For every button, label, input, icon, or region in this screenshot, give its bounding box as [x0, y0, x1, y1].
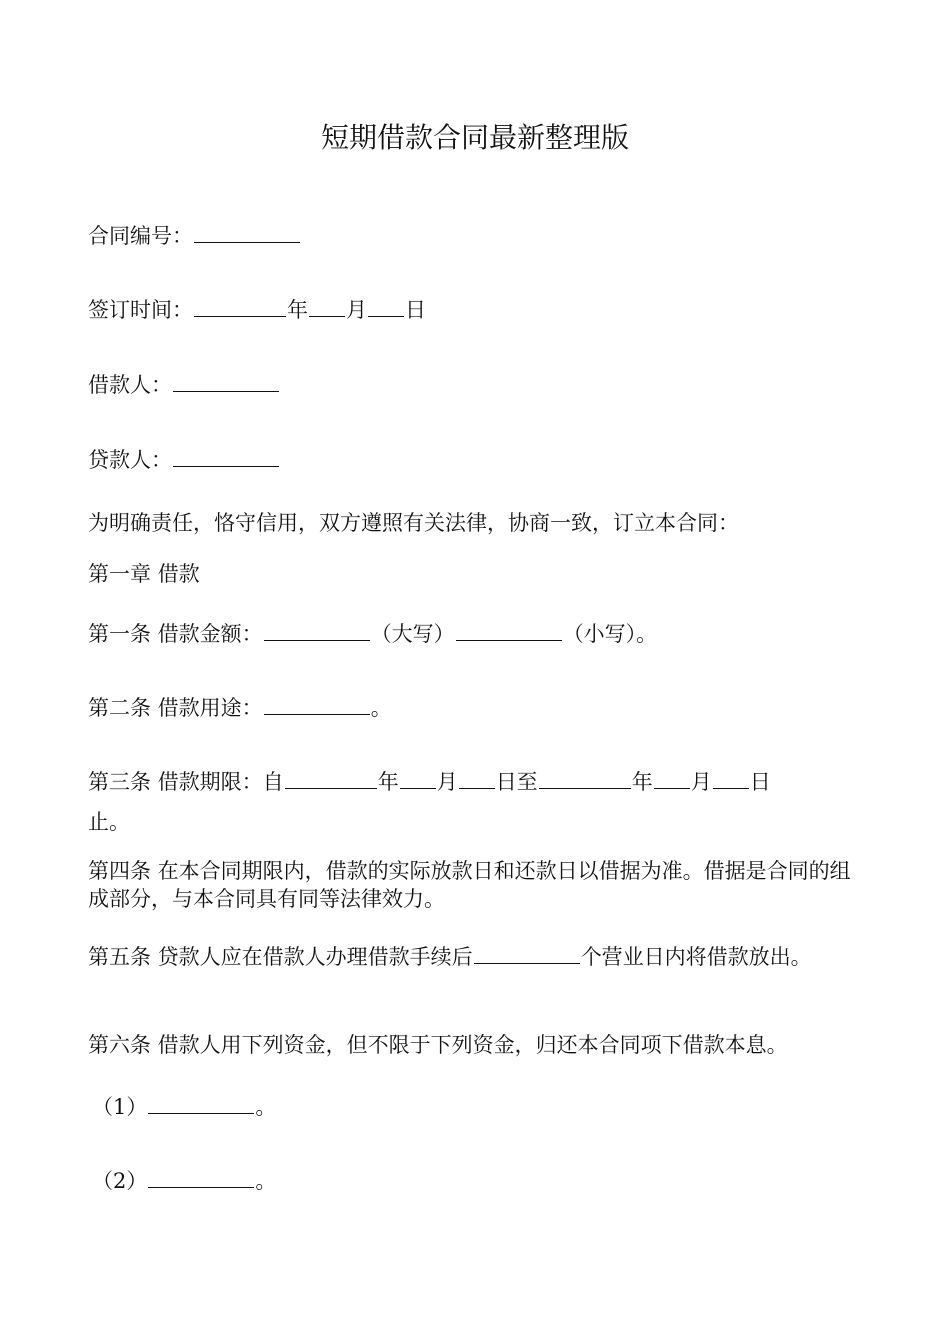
- start-day-blank: [459, 768, 495, 789]
- end-month-label: 月: [690, 770, 712, 794]
- lender-line: [88, 446, 878, 474]
- contract-number-line: [88, 222, 878, 250]
- borrower-label: 借款人：: [88, 373, 172, 397]
- amount-upper-blank: [264, 620, 370, 641]
- start-month-label: 月: [436, 770, 458, 794]
- article-six: 第六条 借款人用下列资金，但不限于下列资金，归还本合同项下借款本息。: [88, 1033, 788, 1057]
- sign-month-blank: [309, 296, 345, 317]
- article-five-suffix: 个营业日内将借款放出。: [580, 945, 812, 969]
- item-2-blank: [148, 1167, 254, 1188]
- borrower-blank: [173, 371, 279, 392]
- item-2-suffix: 。: [255, 1169, 277, 1193]
- borrower-line: [88, 371, 878, 399]
- end-month-blank: [654, 768, 690, 789]
- day-label: 日: [405, 298, 426, 322]
- document-title: 短期借款合同最新整理版: [320, 121, 629, 154]
- lender-blank: [173, 446, 279, 467]
- month-label: 月: [346, 298, 367, 322]
- start-year-blank: [285, 768, 377, 789]
- repayment-item-1: [92, 1093, 882, 1121]
- article-two-prefix: 第二条 借款用途：: [88, 696, 263, 720]
- start-month-blank: [400, 768, 436, 789]
- lender-label: 贷款人：: [88, 448, 172, 472]
- sign-day-blank: [368, 296, 404, 317]
- sign-time-label: 签订时间：: [88, 298, 193, 322]
- article-three-end: 止。: [88, 810, 130, 834]
- business-days-blank: [474, 943, 580, 964]
- sign-year-blank: [194, 296, 286, 317]
- end-year-blank: [539, 768, 631, 789]
- end-day-label: 日: [749, 770, 771, 794]
- article-two-suffix: 。: [370, 696, 392, 720]
- article-one-prefix: 第一条 借款金额：: [88, 622, 263, 646]
- article-five-prefix: 第五条 贷款人应在借款人办理借款手续后: [88, 945, 473, 969]
- article-two: [88, 694, 878, 722]
- amount-lower-label: （小写）。: [562, 622, 658, 646]
- repayment-item-2: [92, 1167, 882, 1195]
- amount-upper-label: （大写）: [370, 622, 455, 646]
- contract-number-label: 合同编号：: [88, 224, 193, 248]
- article-one: [88, 620, 878, 648]
- sign-time-line: [88, 296, 878, 324]
- start-day-to-label: 日至: [495, 770, 538, 794]
- article-five: [88, 935, 868, 979]
- contract-number-blank: [194, 222, 300, 243]
- article-three: [88, 768, 878, 796]
- preamble: 为明确责任，恪守信用，双方遵照有关法律，协商一致，订立本合同：: [88, 511, 739, 535]
- item-1-suffix: 。: [255, 1095, 277, 1119]
- item-2-prefix: （2）: [92, 1169, 148, 1193]
- article-four: 第四条 在本合同期限内，借款的实际放款日和还款日以借据为准。借据是合同的组成部分，与本合同具有同等法律效力。: [88, 859, 851, 911]
- end-day-blank: [713, 768, 749, 789]
- item-1-prefix: （1）: [92, 1095, 148, 1119]
- article-three-prefix: 第三条 借款期限：自: [88, 770, 284, 794]
- item-1-blank: [148, 1093, 254, 1114]
- chapter-one-heading: 第一章 借款: [88, 562, 200, 586]
- year-label: 年: [287, 298, 308, 322]
- start-year-label: 年: [377, 770, 399, 794]
- end-year-label: 年: [631, 770, 653, 794]
- amount-lower-blank: [456, 620, 562, 641]
- purpose-blank: [264, 694, 370, 715]
